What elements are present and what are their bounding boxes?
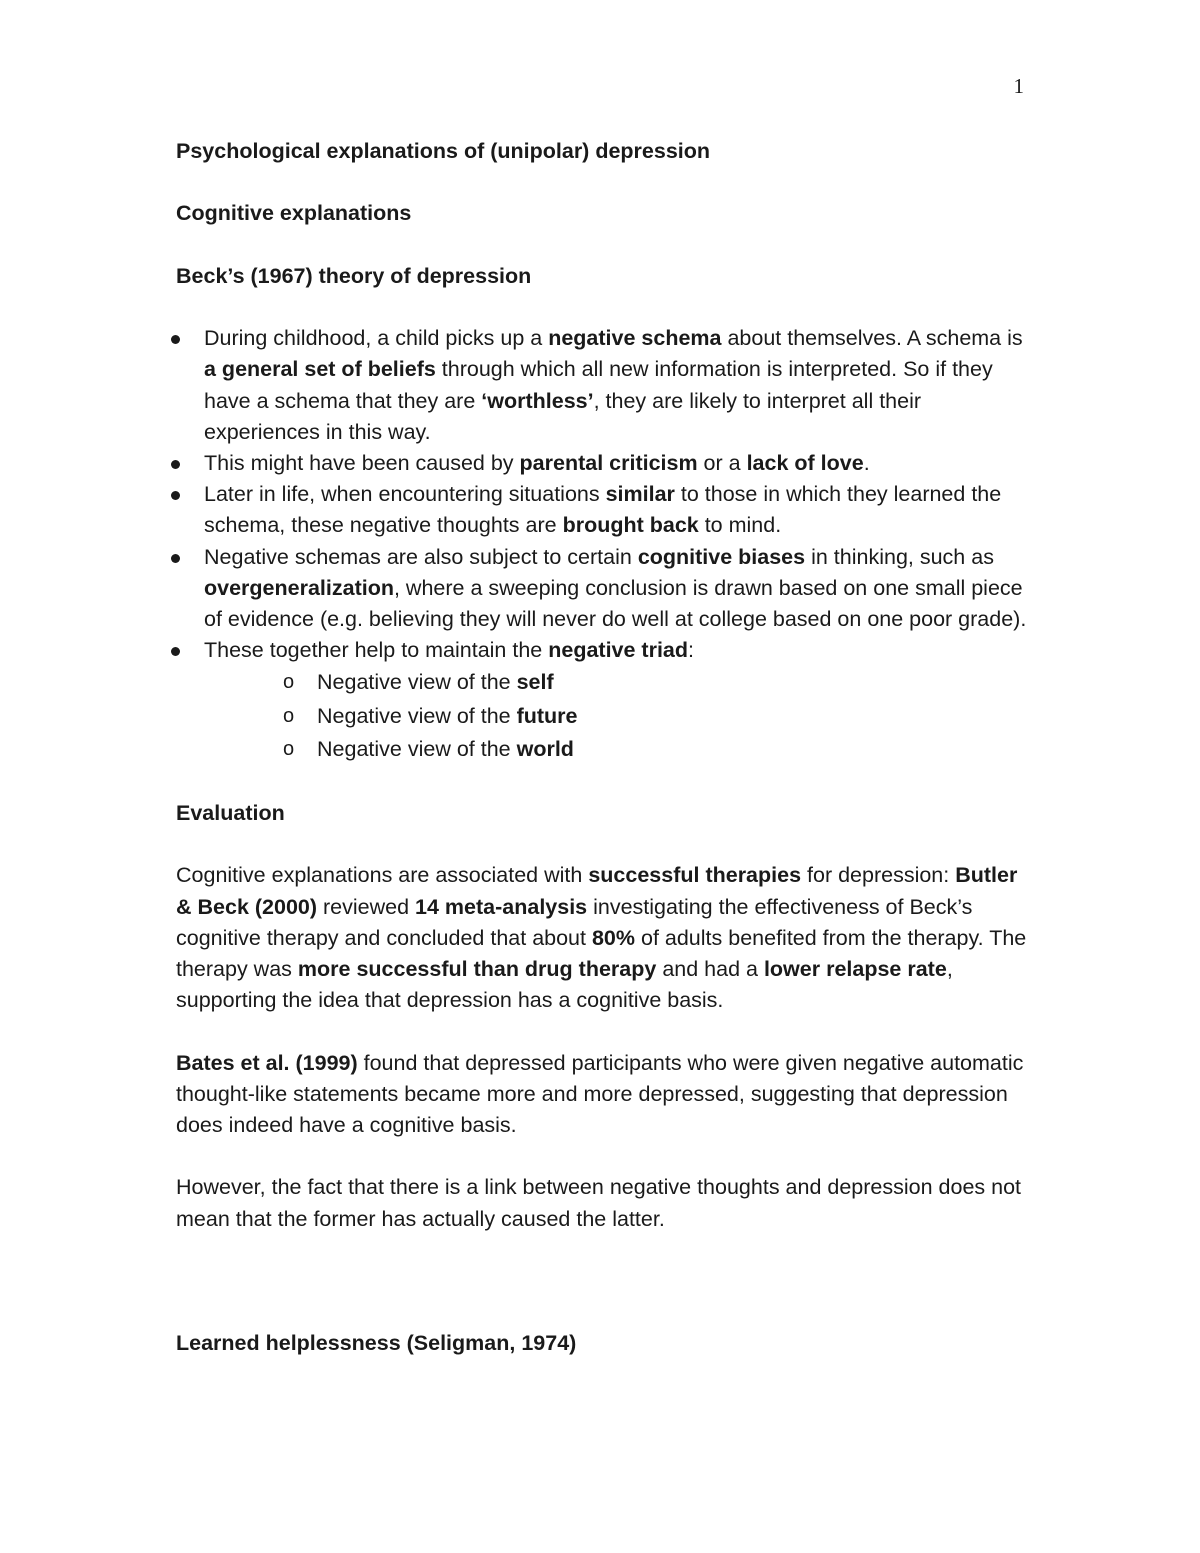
triad-item-future: o Negative view of the future [283, 700, 1036, 734]
bullet-causes: This might have been caused by parental criticism or a lack of love. [176, 448, 1036, 479]
evaluation-paragraph-1: Cognitive explanations are associated with successful therapies for depression: Butler & Beck (2000) reviewed 14 meta-analysis investigating the effectiveness of Beck’s cognitive therapy and concluded that about 80% of adults benefited from the therapy. The therapy was more successful than drug therapy and had a lower relapse rate, supporting the idea that depression has a cognitive basis. [176, 863, 1027, 1013]
evaluation-paragraph-2: Bates et al. (1999) found that depressed participants who were given negative automatic thought-like statements became more and more depressed, suggesting that depression does indeed have a cognitive basis. [176, 1050, 1024, 1138]
subheading-beck-theory: Beck’s (1967) theory of depression [176, 263, 532, 288]
document-body [176, 136, 1036, 1360]
learned-helplessness-heading: Learned helplessness (Seligman, 1974) [176, 1331, 577, 1356]
evaluation-heading: Evaluation [176, 801, 285, 826]
page-number: 1 [1013, 74, 1024, 98]
bullet-later-life: Later in life, when encountering situations similar to those in which they learned the schema, these negative thoughts are brought back to mind. [176, 479, 1036, 541]
triad-item-self: o Negative view of the self [283, 666, 1036, 700]
bullet-negative-triad: These together help to maintain the negative triad: [176, 635, 1036, 666]
triad-item-world: o Negative view of the world [283, 733, 1036, 767]
evaluation-paragraph-3: However, the fact that there is a link between negative thoughts and depression does not mean that the former has actually caused the latter. [176, 1175, 1022, 1231]
beck-theory-bullets [176, 323, 1036, 666]
negative-triad-list [176, 666, 1036, 767]
bullet-cognitive-biases: Negative schemas are also subject to certain cognitive biases in thinking, such as overgeneralization, where a sweeping conclusion is drawn based on one small piece of evidence (e.g. believing they will never do well at college based on one poor grade). [176, 542, 1036, 636]
document-title: Psychological explanations of (unipolar) depression [176, 139, 711, 163]
section-heading-cognitive: Cognitive explanations [176, 201, 412, 226]
bullet-negative-schema: During childhood, a child picks up a negative schema about themselves. A schema is a general set of beliefs through which all new information is interpreted. So if they have a schema that they are ‘worthless’, they are likely to interpret all their experiences in this way. [176, 323, 1036, 448]
